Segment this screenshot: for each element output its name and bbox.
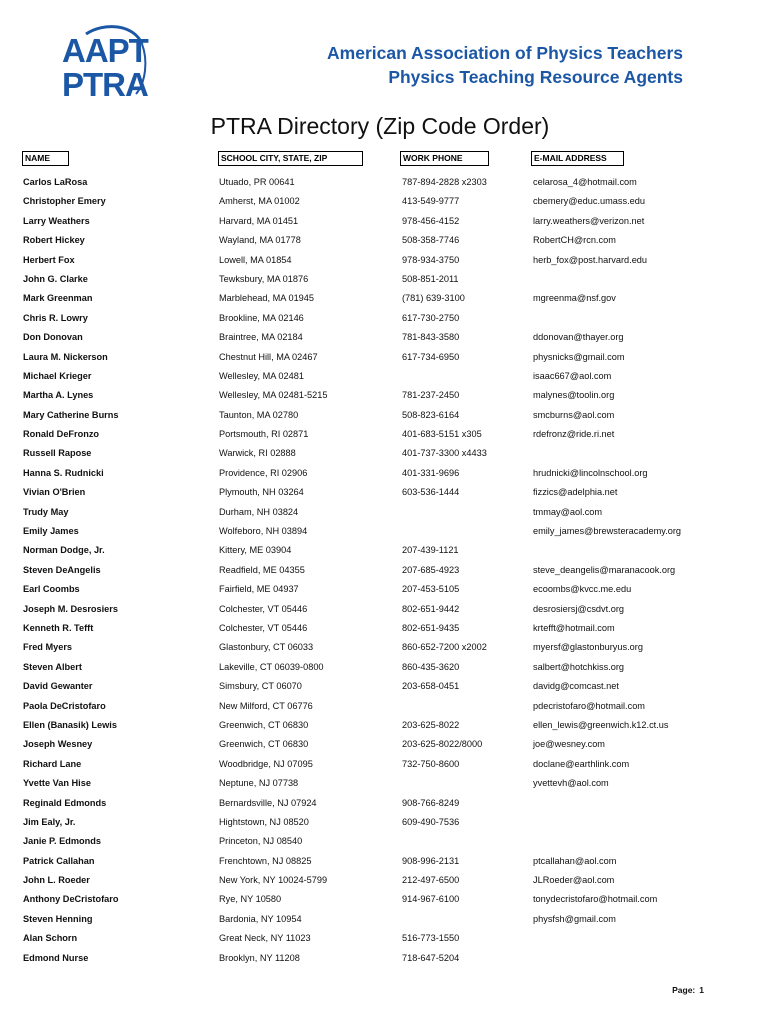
table-row bbox=[0, 367, 768, 386]
cell-city: Simsbury, CT 06070 bbox=[219, 681, 302, 692]
cell-city: Colchester, VT 05446 bbox=[219, 622, 308, 633]
cell-name: Norman Dodge, Jr. bbox=[23, 545, 105, 556]
cell-name: Mary Catherine Burns bbox=[23, 409, 119, 420]
table-row bbox=[0, 638, 768, 657]
cell-email: hrudnicki@lincolnschool.org bbox=[533, 467, 648, 478]
cell-email: larry.weathers@verizon.net bbox=[533, 215, 645, 226]
table-row bbox=[0, 192, 768, 211]
cell-email: yvettevh@aol.com bbox=[533, 778, 609, 789]
org-name: American Association of Physics Teachers bbox=[327, 43, 683, 63]
cell-email: isaac667@aol.com bbox=[533, 370, 612, 381]
cell-city: Amherst, MA 01002 bbox=[219, 196, 300, 207]
cell-name: David Gewanter bbox=[23, 681, 93, 692]
cell-city: Wellesley, MA 02481 bbox=[219, 370, 304, 381]
table-row bbox=[0, 658, 768, 677]
cell-city: Tewksbury, MA 01876 bbox=[219, 273, 309, 284]
cell-name: Yvette Van Hise bbox=[23, 778, 91, 789]
cell-city: Taunton, MA 02780 bbox=[219, 409, 299, 420]
page-title: PTRA Directory (Zip Code Order) bbox=[210, 113, 550, 139]
cell-email: desrosiersj@csdvt.org bbox=[533, 603, 625, 614]
cell-city: Woodbridge, NJ 07095 bbox=[219, 758, 313, 769]
table-row bbox=[0, 677, 768, 696]
cell-name: Michael Krieger bbox=[23, 370, 92, 381]
cell-phone: 508-823-6164 bbox=[402, 409, 460, 420]
table-row bbox=[0, 910, 768, 929]
table-row bbox=[0, 522, 768, 541]
cell-phone: 781-237-2450 bbox=[402, 390, 460, 401]
table-row bbox=[0, 444, 768, 463]
cell-phone: 802-651-9435 bbox=[402, 622, 460, 633]
cell-name: Ronald DeFronzo bbox=[23, 429, 100, 440]
cell-name: Mark Greenman bbox=[23, 293, 93, 304]
cell-name: Hanna S. Rudnicki bbox=[23, 467, 104, 478]
cell-email: malynes@toolin.org bbox=[533, 390, 615, 401]
table-row bbox=[0, 348, 768, 367]
cell-phone: (781) 639-3100 bbox=[402, 293, 465, 304]
cell-name: Joseph M. Desrosiers bbox=[23, 603, 118, 614]
cell-city: Harvard, MA 01451 bbox=[219, 215, 299, 226]
table-row bbox=[0, 697, 768, 716]
cell-name: Joseph Wesney bbox=[23, 739, 93, 750]
cell-city: Plymouth, NH 03264 bbox=[219, 487, 304, 498]
cell-phone: 732-750-8600 bbox=[402, 758, 460, 769]
cell-phone: 203-658-0451 bbox=[402, 681, 460, 692]
cell-city: Durham, NH 03824 bbox=[219, 506, 299, 517]
table-row bbox=[0, 832, 768, 851]
cell-email: ddonovan@thayer.org bbox=[533, 332, 624, 343]
cell-phone: 908-766-8249 bbox=[402, 797, 460, 808]
cell-name: Jim Ealy, Jr. bbox=[23, 816, 76, 827]
table-row bbox=[0, 735, 768, 754]
table-row bbox=[0, 929, 768, 948]
cell-email: RobertCH@rcn.com bbox=[533, 235, 616, 246]
table-row bbox=[0, 386, 768, 405]
table-row bbox=[0, 774, 768, 793]
directory-table bbox=[0, 173, 768, 968]
cell-email: herb_fox@post.harvard.edu bbox=[533, 254, 648, 265]
table-row bbox=[0, 425, 768, 444]
cell-phone: 413-549-9777 bbox=[402, 196, 460, 207]
cell-city: Braintree, MA 02184 bbox=[219, 332, 303, 343]
table-row bbox=[0, 794, 768, 813]
cell-phone: 908-996-2131 bbox=[402, 855, 460, 866]
cell-city: Lowell, MA 01854 bbox=[219, 254, 292, 265]
cell-city: New Milford, CT 06776 bbox=[219, 700, 313, 711]
table-row bbox=[0, 871, 768, 890]
cell-email: JLRoeder@aol.com bbox=[533, 875, 615, 886]
table-row bbox=[0, 483, 768, 502]
cell-phone: 609-490-7536 bbox=[402, 816, 460, 827]
cell-city: Great Neck, NY 11023 bbox=[219, 933, 311, 944]
cell-city: Frenchtown, NJ 08825 bbox=[219, 855, 312, 866]
table-row bbox=[0, 580, 768, 599]
cell-city: Colchester, VT 05446 bbox=[219, 603, 308, 614]
cell-name: Trudy May bbox=[23, 506, 69, 517]
column-header-email: E-MAIL ADDRESS bbox=[531, 151, 624, 166]
cell-email: physfsh@gmail.com bbox=[533, 913, 616, 924]
table-row bbox=[0, 755, 768, 774]
table-row bbox=[0, 309, 768, 328]
cell-phone: 401-737-3300 x4433 bbox=[402, 448, 487, 459]
table-row bbox=[0, 541, 768, 560]
cell-city: Greenwich, CT 06830 bbox=[219, 739, 309, 750]
cell-phone: 508-851-2011 bbox=[402, 273, 459, 284]
table-row bbox=[0, 949, 768, 968]
cell-phone: 207-685-4923 bbox=[402, 564, 460, 575]
cell-email: pdecristofaro@hotmail.com bbox=[533, 700, 645, 711]
cell-city: Neptune, NJ 07738 bbox=[219, 778, 299, 789]
cell-city: Wayland, MA 01778 bbox=[219, 235, 301, 246]
cell-phone: 401-683-5151 x305 bbox=[402, 429, 482, 440]
table-row bbox=[0, 406, 768, 425]
cell-city: Brookline, MA 02146 bbox=[219, 312, 304, 323]
cell-phone: 978-456-4152 bbox=[402, 215, 460, 226]
cell-name: Steven Albert bbox=[23, 661, 82, 672]
cell-city: Bernardsville, NJ 07924 bbox=[219, 797, 317, 808]
cell-email: tonydecristofaro@hotmail.com bbox=[533, 894, 658, 905]
cell-email: joe@wesney.com bbox=[533, 739, 605, 750]
cell-name: Emily James bbox=[23, 526, 79, 537]
cell-phone: 401-331-9696 bbox=[402, 467, 460, 478]
table-row bbox=[0, 464, 768, 483]
cell-city: Hightstown, NJ 08520 bbox=[219, 816, 309, 827]
table-row bbox=[0, 231, 768, 250]
cell-name: Paola DeCristofaro bbox=[23, 700, 106, 711]
cell-phone: 207-439-1121 bbox=[402, 545, 459, 556]
cell-phone: 617-730-2750 bbox=[402, 312, 460, 323]
aapt-ptra-logo bbox=[56, 20, 152, 110]
cell-phone: 860-435-3620 bbox=[402, 661, 460, 672]
cell-name: Steven Henning bbox=[23, 913, 93, 924]
cell-name: Anthony DeCristofaro bbox=[23, 894, 119, 905]
cell-email: ecoombs@kvcc.me.edu bbox=[533, 584, 632, 595]
cell-name: Don Donovan bbox=[23, 332, 83, 343]
cell-name: Larry Weathers bbox=[23, 215, 90, 226]
cell-city: Glastonbury, CT 06033 bbox=[219, 642, 314, 653]
cell-name: Chris R. Lowry bbox=[23, 312, 88, 323]
cell-phone: 914-967-6100 bbox=[402, 894, 460, 905]
cell-city: Brooklyn, NY 11208 bbox=[219, 952, 300, 963]
cell-name: John L. Roeder bbox=[23, 875, 90, 886]
org-subtitle: Physics Teaching Resource Agents bbox=[388, 67, 683, 87]
cell-email: doclane@earthlink.com bbox=[533, 758, 630, 769]
cell-phone: 516-773-1550 bbox=[402, 933, 460, 944]
cell-email: rdefronz@ride.ri.net bbox=[533, 429, 615, 440]
cell-email: mgreenma@nsf.gov bbox=[533, 293, 616, 304]
cell-name: Steven DeAngelis bbox=[23, 564, 101, 575]
cell-name: Ellen (Banasik) Lewis bbox=[23, 719, 117, 730]
table-row bbox=[0, 173, 768, 192]
cell-email: myersf@glastonburyus.org bbox=[533, 642, 643, 653]
cell-name: Fred Myers bbox=[23, 642, 73, 653]
cell-phone: 508-358-7746 bbox=[402, 235, 460, 246]
table-row bbox=[0, 619, 768, 638]
table-row bbox=[0, 852, 768, 871]
cell-name: Edmond Nurse bbox=[23, 952, 89, 963]
cell-name: Carlos LaRosa bbox=[23, 177, 88, 187]
cell-name: Janie P. Edmonds bbox=[23, 836, 101, 847]
logo-line-aapt: AAPT bbox=[62, 32, 148, 69]
cell-city: Warwick, RI 02888 bbox=[219, 448, 296, 459]
cell-name: Patrick Callahan bbox=[23, 855, 95, 866]
table-row bbox=[0, 270, 768, 289]
table-row bbox=[0, 716, 768, 735]
cell-phone: 781-843-3580 bbox=[402, 332, 460, 343]
column-header-name: NAME bbox=[22, 151, 69, 166]
cell-city: Chestnut Hill, MA 02467 bbox=[219, 351, 318, 362]
table-row bbox=[0, 212, 768, 231]
cell-email: ptcallahan@aol.com bbox=[533, 855, 617, 866]
cell-email: celarosa_4@hotmail.com bbox=[533, 177, 637, 187]
cell-name: Russell Rapose bbox=[23, 448, 92, 459]
cell-phone: 617-734-6950 bbox=[402, 351, 460, 362]
cell-email: steve_deangelis@maranacook.org bbox=[533, 564, 676, 575]
table-row bbox=[0, 600, 768, 619]
column-header-city: SCHOOL CITY, STATE, ZIP bbox=[218, 151, 363, 166]
cell-city: Rye, NY 10580 bbox=[219, 894, 282, 905]
cell-phone: 802-651-9442 bbox=[402, 603, 460, 614]
cell-name: Richard Lane bbox=[23, 758, 82, 769]
cell-email: krtefft@hotmail.com bbox=[533, 622, 615, 633]
page-label: Page: bbox=[672, 985, 696, 995]
cell-name: Laura M. Nickerson bbox=[23, 351, 108, 362]
cell-city: Princeton, NJ 08540 bbox=[219, 836, 303, 847]
cell-email: salbert@hotchkiss.org bbox=[533, 661, 625, 672]
cell-phone: 212-497-6500 bbox=[402, 875, 460, 886]
table-row bbox=[0, 328, 768, 347]
cell-city: Wolfeboro, NH 03894 bbox=[219, 526, 308, 537]
page-number bbox=[668, 985, 704, 995]
cell-phone: 207-453-5105 bbox=[402, 584, 460, 595]
logo-line-ptra: PTRA bbox=[62, 66, 148, 103]
cell-email: tmmay@aol.com bbox=[533, 506, 603, 517]
cell-email: emily_james@brewsteracademy.org bbox=[533, 526, 682, 537]
cell-city: Bardonia, NY 10954 bbox=[219, 913, 302, 924]
cell-name: Herbert Fox bbox=[23, 254, 75, 265]
cell-email: physnicks@gmail.com bbox=[533, 351, 625, 362]
page-value: 1 bbox=[699, 985, 704, 995]
cell-city: Lakeville, CT 06039-0800 bbox=[219, 661, 324, 672]
table-row bbox=[0, 289, 768, 308]
cell-name: Alan Schorn bbox=[23, 933, 78, 944]
cell-email: davidg@comcast.net bbox=[533, 681, 619, 692]
cell-phone: 718-647-5204 bbox=[402, 952, 460, 963]
cell-name: Christopher Emery bbox=[23, 196, 106, 207]
table-row bbox=[0, 503, 768, 522]
cell-phone: 203-625-8022 bbox=[402, 719, 460, 730]
table-row bbox=[0, 561, 768, 580]
table-row bbox=[0, 251, 768, 270]
cell-name: Reginald Edmonds bbox=[23, 797, 107, 808]
table-row bbox=[0, 890, 768, 909]
cell-city: Providence, RI 02906 bbox=[219, 467, 308, 478]
cell-phone: 978-934-3750 bbox=[402, 254, 460, 265]
cell-email: ellen_lewis@greenwich.k12.ct.us bbox=[533, 719, 669, 730]
column-header-phone: WORK PHONE bbox=[400, 151, 489, 166]
cell-name: Martha A. Lynes bbox=[23, 390, 94, 401]
cell-name: Vivian O'Brien bbox=[23, 487, 86, 498]
cell-name: Earl Coombs bbox=[23, 584, 80, 595]
cell-name: John G. Clarke bbox=[23, 273, 88, 284]
cell-name: Kenneth R. Tefft bbox=[23, 622, 94, 633]
cell-email: smcburns@aol.com bbox=[533, 409, 615, 420]
cell-city: Fairfield, ME 04937 bbox=[219, 584, 299, 595]
cell-city: Greenwich, CT 06830 bbox=[219, 719, 309, 730]
cell-city: Readfield, ME 04355 bbox=[219, 564, 305, 575]
cell-phone: 203-625-8022/8000 bbox=[402, 739, 483, 750]
cell-city: New York, NY 10024-5799 bbox=[219, 875, 328, 886]
table-row bbox=[0, 813, 768, 832]
cell-phone: 603-536-1444 bbox=[402, 487, 460, 498]
cell-phone: 787-894-2828 x2303 bbox=[402, 177, 487, 187]
cell-phone: 860-652-7200 x2002 bbox=[402, 642, 487, 653]
cell-city: Portsmouth, RI 02871 bbox=[219, 429, 309, 440]
cell-email: cbemery@educ.umass.edu bbox=[533, 196, 645, 207]
cell-city: Kittery, ME 03904 bbox=[219, 545, 292, 556]
cell-city: Marblehead, MA 01945 bbox=[219, 293, 315, 304]
cell-city: Wellesley, MA 02481-5215 bbox=[219, 390, 328, 401]
cell-name: Robert Hickey bbox=[23, 235, 85, 246]
cell-email: fizzics@adelphia.net bbox=[533, 487, 618, 498]
cell-city: Utuado, PR 00641 bbox=[219, 177, 295, 187]
